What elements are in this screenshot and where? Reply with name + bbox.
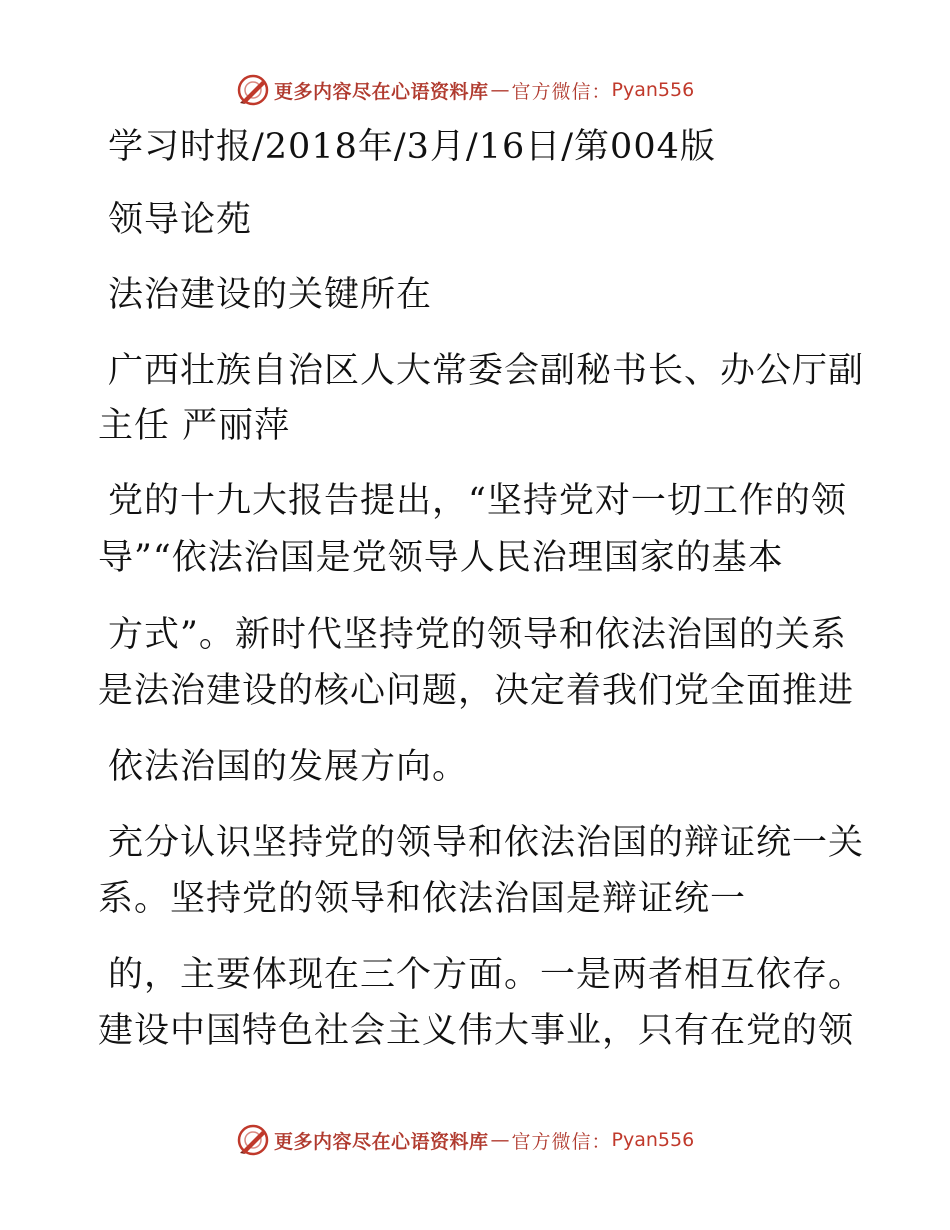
footer-watermark-banner (236, 1122, 694, 1158)
pen-logo-icon (236, 73, 270, 107)
paragraph-5-line-1: 的，主要体现在三个方面。一是两者相互依存。 (108, 955, 865, 995)
banner-wechat-id: Pyan556 (611, 1129, 695, 1151)
paragraph-4-line-2: 系。坚持党的领导和依法治国是辩证统一 (98, 879, 747, 919)
paragraph-3-line-1: 依法治国的发展方向。 (108, 747, 469, 787)
author-line-2: 主任 严丽萍 (98, 406, 291, 446)
paragraph-2-line-2: 是法治建设的核心问题，决定着我们党全面推进 (98, 671, 855, 711)
banner-wechat-label: 官方微信： (511, 80, 612, 103)
banner-separator: — (490, 79, 510, 101)
article-title: 法治建设的关键所在 (108, 275, 433, 315)
paragraph-1-line-1: 党的十九大报告提出，“坚持党对一切工作的领 (108, 481, 847, 521)
banner-brand-text: 更多内容尽在心语资料库 (274, 80, 489, 103)
banner-wechat-label: 官方微信： (511, 1130, 612, 1153)
paragraph-4-line-1: 充分认识坚持党的领导和依法治国的辩证统一关 (108, 823, 865, 863)
author-line-1: 广西壮族自治区人大常委会副秘书长、办公厅副 (108, 351, 865, 391)
paragraph-2-line-1: 方式”。新时代坚持党的领导和依法治国的关系 (108, 615, 847, 655)
banner-brand-text: 更多内容尽在心语资料库 (274, 1130, 489, 1153)
column-name: 领导论苑 (108, 200, 253, 240)
header-watermark-banner (236, 72, 694, 108)
paragraph-5-line-2: 建设中国特色社会主义伟大事业，只有在党的领 (98, 1011, 855, 1051)
banner-wechat-id: Pyan556 (611, 79, 695, 101)
paragraph-1-line-2: 导”“依法治国是党领导人民治理国家的基本 (98, 538, 784, 578)
source-line: 学习时报/2018年/3月/16日/第004版 (108, 127, 716, 167)
banner-separator: — (490, 1129, 510, 1151)
pen-logo-icon (236, 1123, 270, 1157)
